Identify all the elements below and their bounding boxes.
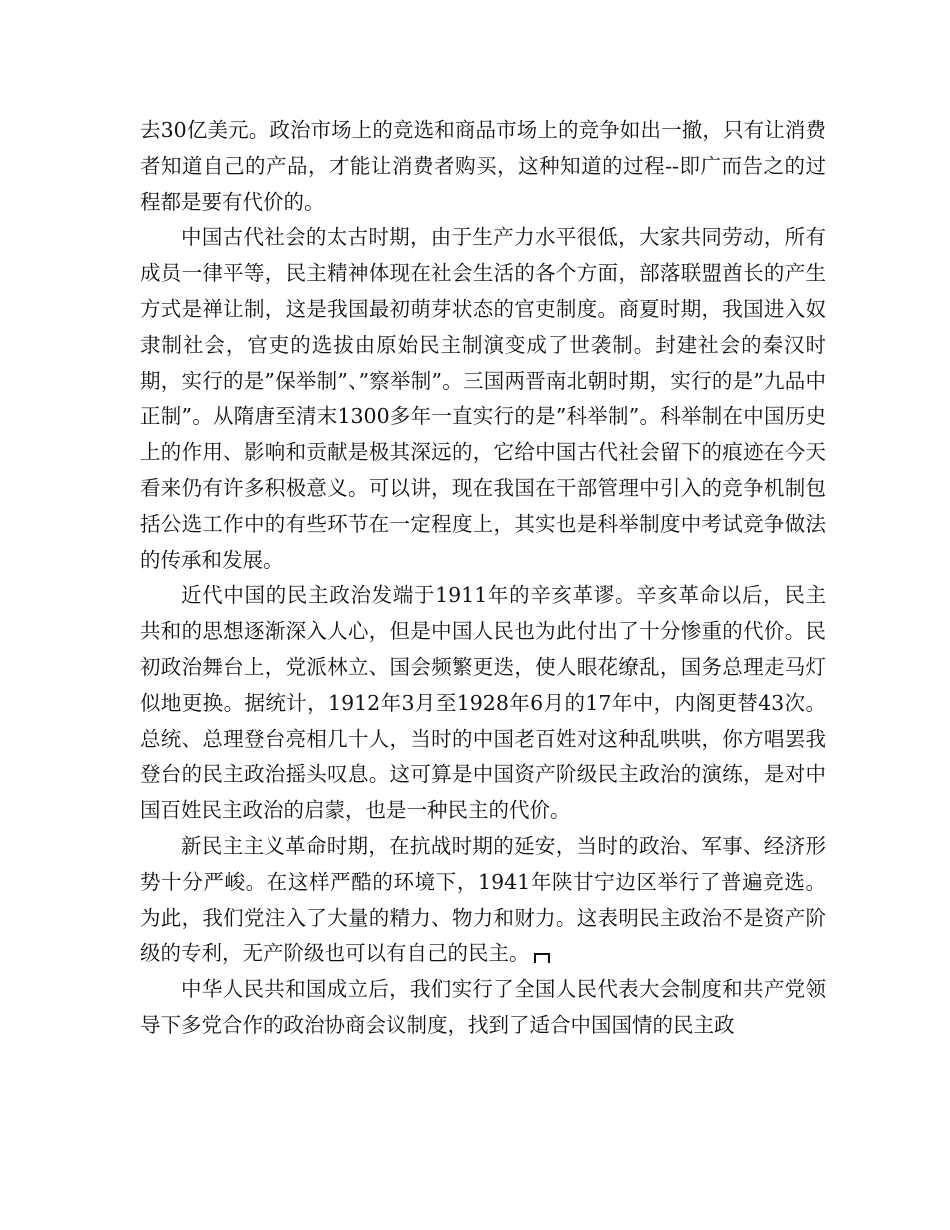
- paragraph-2: 中国古代社会的太古时期，由于生产力水平很低，大家共同劳动，所有成员一律平等，民主精神体现在社会生活的各个方面，部落联盟酋长的产生方式是禅让制，这是我国最初萌芽状态的官吏制度。商夏时期，我国进入奴隶制社会，官吏的选拔由原始民主制演变成了世袭制。封建社会的秦汉时期，实行的是”保举制”、”察举制”。三国两晋南北朝时期，实行的是”九品中正制”。从隋唐至清末1300多年一直实行的是”科举制”。科举制在中国历史上的作用、影响和贡献是极其深远的，它给中国古代社会留下的痕迹在今天看来仍有许多积极意义。可以讲，现在我国在干部管理中引入的竞争机制包括公选工作中的有些环节在一定程度上，其实也是科举制度中考试竞争做法的传承和发展。: [140, 225, 826, 572]
- paragraph-1: 去30亿美元。政治市场上的竞选和商品市场上的竞争如出一撤，只有让消费者知道自己的产品，才能让消费者购买，这种知道的过程--即广而告之的过程都是要有代价的。: [140, 118, 826, 214]
- paragraph-5: 中华人民共和国成立后，我们实行了全国人民代表大会制度和共产党领导下多党合作的政治协商会议制度，找到了适合中国国情的民主政: [140, 977, 826, 1037]
- editing-mark-icon: [534, 953, 550, 963]
- document-page: [140, 113, 826, 1044]
- paragraph-4-text: 新民主主义革命时期，在抗战时期的延安，当时的政治、军事、经济形势十分严峻。在这样严酷的环境下，1941年陕甘宁边区举行了普遍竞选。为此，我们党注入了大量的精力、物力和财力。这表明民主政治不是资产阶级的专利，无产阶级也可以有自己的民主。: [140, 833, 826, 966]
- paragraph-3: 近代中国的民主政治发端于1911年的辛亥革谬。辛亥革命以后，民主共和的思想逐渐深入人心，但是中国人民也为此付出了十分惨重的代价。民初政治舞台上，党派林立、国会频繁更迭，使人眼花缭乱，国务总理走马灯似地更换。据统计，1912年3月至1928年6月的17年中，内阁更替43次。总统、总理登台亮相几十人，当时的中国老百姓对这种乱哄哄，你方唱罢我登台的民主政治摇头叹息。这可算是中国资产阶级民主政治的演练，是对中国百姓民主政治的启蒙，也是一种民主的代价。: [140, 583, 826, 823]
- paragraph-4: [140, 829, 826, 972]
